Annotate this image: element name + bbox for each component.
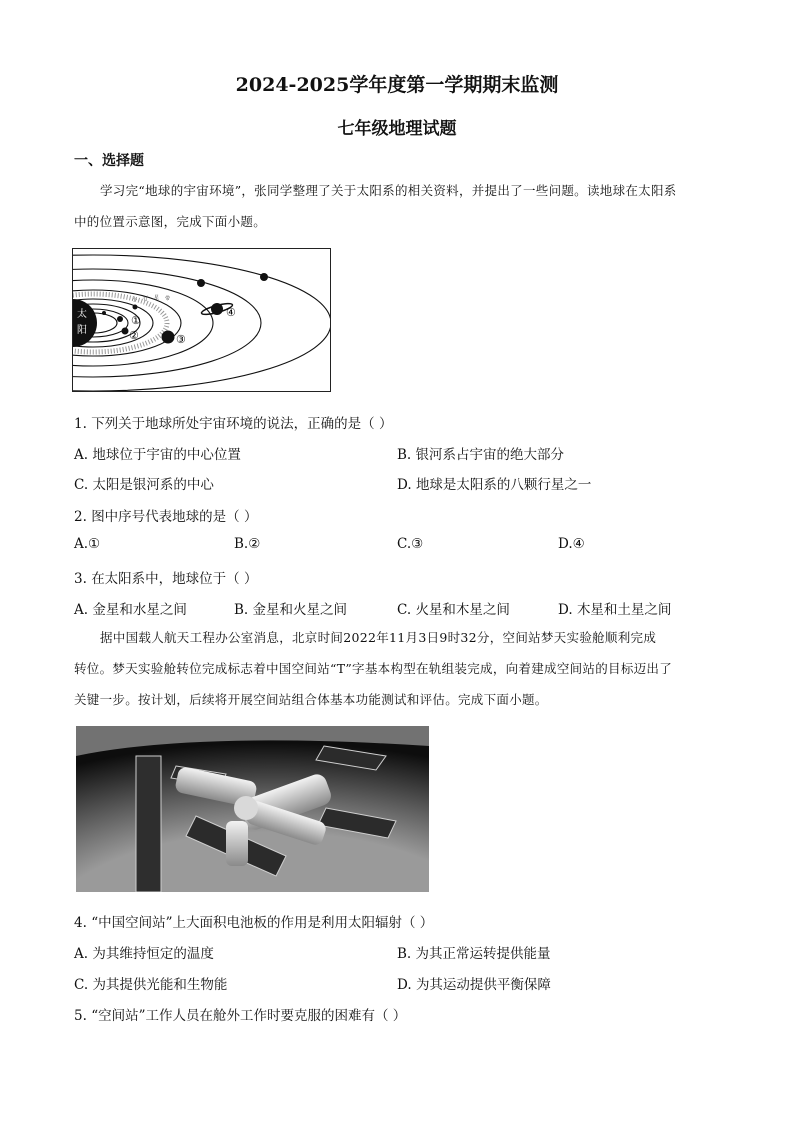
q2-option-a[interactable] [74,536,100,552]
option-text: 火星和木星之间 [415,602,510,618]
sun-label: 阳 [77,325,87,336]
question-number: 2. [74,509,87,525]
orbit-neptune [73,255,330,391]
option-text: ③ [411,536,424,552]
planet-earth [122,328,129,335]
q2-option-b[interactable] [234,536,260,552]
solar-system-diagram [73,249,330,391]
q3-option-d[interactable] [558,598,671,618]
q1-option-a[interactable] [74,443,241,463]
intro-line: 关键一步。按计划，后续将开展空间站组合体基本功能测试和评估。完成下面小题。 [74,692,548,707]
section-heading: 一、选择题 [74,153,144,169]
option-letter: A. [74,447,89,463]
space-station-image [76,726,429,892]
q1-option-b[interactable] [397,443,564,463]
q2-option-d[interactable] [558,536,585,552]
option-letter: C. [397,536,412,552]
option-letter: B. [397,447,412,463]
question-number: 3. [74,571,87,587]
marker-1: ① [131,314,141,327]
q1-option-d[interactable] [397,473,591,493]
marker-4: ④ [226,306,236,319]
solar-system-figure [72,248,331,392]
question-stem: “空间站”工作人员在舱外工作时要克服的困难有（ ） [91,1008,407,1024]
option-letter: C. [397,602,412,618]
option-text: ① [88,536,101,552]
option-text: 银河系占宇宙的绝大部分 [415,447,565,463]
intro-line: 据中国载人航天工程办公室消息，北京时间2022年11月3日9时32分，空间站梦天实验舱顺利完成 [100,630,657,645]
option-text: ② [248,536,261,552]
option-letter: D. [558,602,573,618]
q4-option-d[interactable] [397,973,551,993]
option-letter: D. [397,977,412,993]
option-text: 金星和火星之间 [252,602,348,618]
q4-option-a[interactable] [74,942,214,962]
q3-option-a[interactable] [74,598,187,618]
option-letter: B. [397,946,412,962]
option-letter: C. [74,977,89,993]
belt-label: 小 [132,297,138,303]
option-text: 金星和水星之间 [92,602,187,618]
planet-jupiter [162,331,175,344]
planet-neptune [260,273,268,281]
planet-mars [133,305,138,310]
option-text: 为其维持恒定的温度 [92,946,214,962]
marker-3: ③ [176,333,186,346]
planet-venus [117,316,123,322]
question-number: 4. [74,915,87,931]
intro-line: 学习完“地球的宇宙环境”，张同学整理了关于太阳系的相关资料，并提出了一些问题。读地球在太阳系 [100,183,677,198]
intro-paragraph-1 [74,175,724,237]
option-letter: B. [234,536,249,552]
belt-label: 行 [143,296,149,302]
belt-label: 带 [165,296,171,302]
option-letter: D. [558,536,573,552]
option-letter: D. [397,477,412,493]
option-text: 为其提供光能和生物能 [92,977,228,993]
sun-label: 太 [77,309,87,320]
option-text: 木星和土星之间 [576,602,672,618]
q3-option-b[interactable] [234,598,347,618]
question-2 [74,505,257,525]
option-letter: A. [74,946,89,962]
sun [73,299,97,347]
q4-option-c[interactable] [74,973,227,993]
space-station-photo [76,726,429,892]
question-4 [74,911,433,931]
option-text: 太阳是银河系的中心 [92,477,214,493]
question-stem: 图中序号代表地球的是（ ） [91,509,258,525]
planet-uranus [197,279,205,287]
intro-line: 中的位置示意图，完成下面小题。 [74,214,267,229]
option-letter: B. [234,602,249,618]
intro-line: 转位。梦天实验舱转位完成标志着中国空间站“T”字基本构型在轨组装完成，向着建成空间站的目标迈出了 [74,661,673,676]
q2-option-c[interactable] [397,536,423,552]
option-letter: C. [74,477,89,493]
exam-subtitle: 七年级地理试题 [337,119,457,139]
q3-option-c[interactable] [397,598,510,618]
option-text: ④ [572,536,585,552]
question-stem: “中国空间站”上大面积电池板的作用是利用太阳辐射（ ） [91,915,434,931]
option-text: 为其正常运转提供能量 [415,946,551,962]
option-text: 地球位于宇宙的中心位置 [92,447,241,463]
marker-2: ② [129,329,139,342]
option-letter: A. [74,602,89,618]
option-text: 为其运动提供平衡保障 [415,977,551,993]
question-number: 1. [74,416,87,432]
question-stem: 在太阳系中，地球位于（ ） [91,571,258,587]
option-text: 地球是太阳系的八颗行星之一 [415,477,592,493]
intro-paragraph-2 [74,622,724,715]
question-stem: 下列关于地球所处宇宙环境的说法，正确的是（ ） [91,416,393,432]
question-1 [74,412,392,432]
option-letter: A. [74,536,89,552]
belt-label: 星 [154,295,160,301]
q4-option-b[interactable] [397,942,551,962]
q1-option-c[interactable] [74,473,214,493]
planet-mercury [102,311,106,315]
question-3 [74,567,257,587]
question-number: 5. [74,1008,87,1024]
question-5 [74,1004,406,1024]
exam-title: 2024-2025学年度第一学期期末监测 [235,74,559,96]
